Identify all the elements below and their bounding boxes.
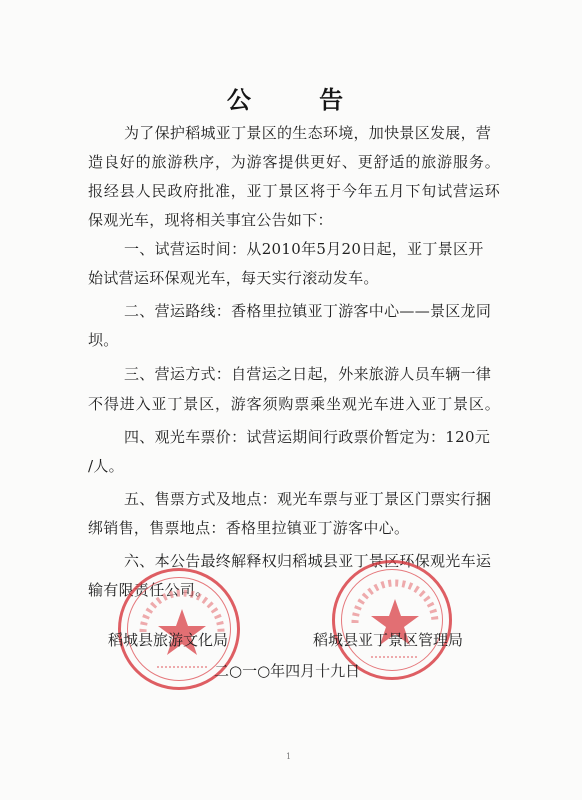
body-line: 不得进入亚丁景区，游客须购票乘坐观光车进入亚丁景区。	[88, 395, 500, 413]
body-line: 绑销售，售票地点：香格里拉镇亚丁游客中心。	[88, 519, 410, 537]
body-line: 输有限责任公司。	[88, 581, 211, 599]
page-number: 1	[286, 752, 292, 761]
notice-date: 二○一○年四月十九日	[214, 662, 361, 680]
body-line: 六、本公告最终解释权归稻城县亚丁景区环保观光车运	[124, 552, 492, 570]
body-line: 保观光车，现将相关事宜公告如下：	[88, 211, 333, 229]
notice-title: 公 告	[226, 85, 374, 114]
body-line: 四、观光车票价：试营运期间行政票价暂定为：120元	[124, 428, 491, 446]
body-line: 三、营运方式：自营运之日起，外来旅游人员车辆一律	[124, 365, 492, 383]
body-line: /人。	[88, 457, 124, 475]
body-line: 报经县人民政府批准，亚丁景区将于今年五月下旬试营运环	[88, 182, 500, 200]
body-line: 为了保护稻城亚丁景区的生态环境，加快景区发展，营	[124, 124, 492, 142]
body-line: 五、售票方式及地点：观光车票与亚丁景区门票实行捆	[124, 490, 492, 508]
body-line: 造良好的旅游秩序，为游客提供更好、更舒适的旅游服务。	[88, 153, 500, 171]
body-line: 二、营运路线：香格里拉镇亚丁游客中心——景区龙同	[124, 302, 492, 320]
signature-left-org: 稻城县旅游文化局	[108, 631, 229, 649]
body-line: 始试营运环保观光车，每天实行滚动发车。	[88, 269, 379, 287]
body-line: 坝。	[88, 331, 119, 349]
body-line: 一、试营运时间：从2010年5月20日起，亚丁景区开	[124, 240, 484, 258]
signature-right-org: 稻城县亚丁景区管理局	[313, 631, 464, 649]
